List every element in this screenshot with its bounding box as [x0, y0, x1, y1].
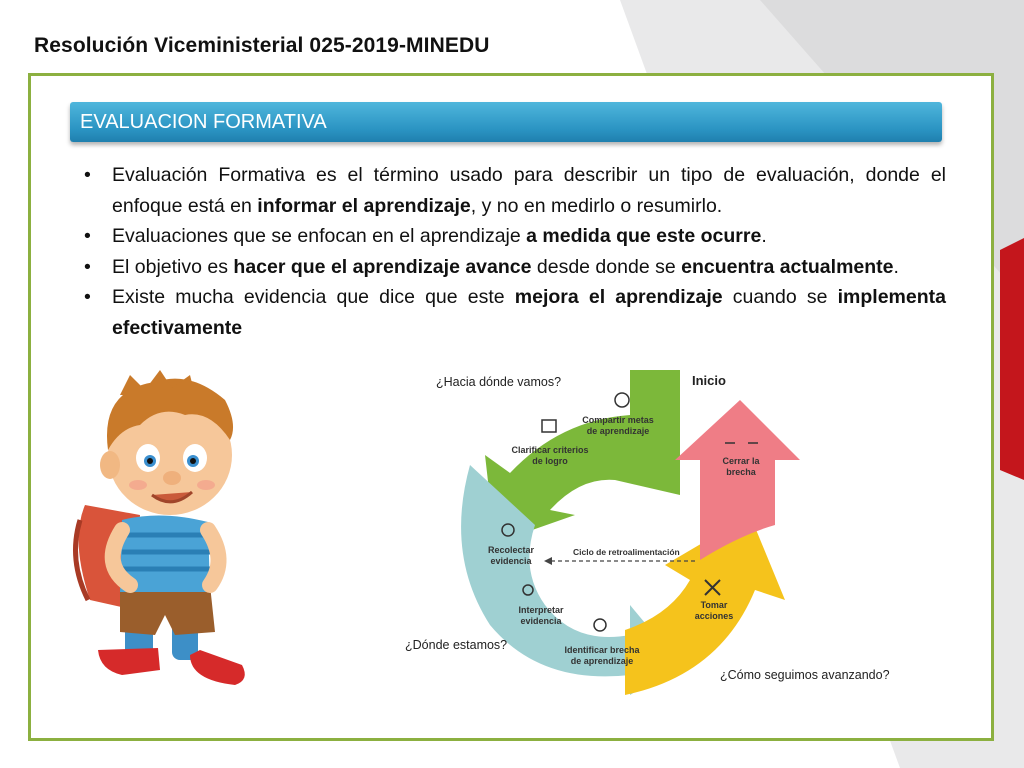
location-pin-icon: [594, 619, 606, 631]
bullet-item: • Existe mucha evidencia que dice que este mejora el aprendizaje cuando se implementa efectivamente: [84, 286, 946, 339]
schoolboy-illustration: [60, 370, 260, 700]
bullet-emphasis: mejora el aprendizaje: [514, 286, 723, 308]
bullet-text: .: [761, 225, 767, 247]
pink-arrow: [675, 400, 800, 560]
bullet-text: Evaluaciones que se enfocan en el aprendizaje: [112, 225, 527, 247]
stage-recolectar: Recolectar evidencia: [487, 545, 535, 566]
stage-cerrar: Cerrar la brecha: [722, 456, 760, 477]
stage-tomar: Tomar acciones: [694, 600, 734, 621]
bullet-emphasis: encuentra actualmente: [681, 255, 894, 278]
red-side-tab: [1000, 238, 1024, 480]
feedback-cycle-label: Ciclo de retroalimentación: [573, 547, 680, 557]
bullet-emphasis: implementa efectivamente: [112, 286, 946, 339]
section-title: EVALUACION FORMATIVA: [80, 111, 327, 133]
bullet-text: Existe mucha evidencia que dice que este: [112, 286, 515, 308]
bullet-emphasis: hacer que el aprendizaje avance: [233, 255, 532, 278]
bullet-emphasis: a medida que este ocurre: [526, 225, 762, 247]
bullet-item: • Evaluación Formativa es el término usado para describir un tipo de evaluación, donde el enfoque está en informar el aprendizaje, y no en medirlo o resumirlo.: [84, 164, 946, 217]
stage-identificar: Identificar brecha de aprendizaje: [564, 645, 640, 666]
bullet-item: • Evaluaciones que se enfocan en el aprendizaje a medida que este ocurre.: [84, 225, 767, 247]
bullet-text: El objetivo es: [112, 255, 234, 278]
bullet-text: .: [893, 255, 899, 278]
stage-interpretar: Interpretar evidencia: [518, 605, 564, 626]
bullet-text: cuando se: [722, 286, 838, 308]
bullet-item: • El objetivo es hacer que el aprendizaje avance desde donde se encuentra actualmente.: [84, 255, 899, 278]
bullet-emphasis: informar el aprendizaje: [257, 194, 471, 217]
diagram-question-top: ¿Hacia dónde vamos?: [436, 375, 562, 389]
diagram-inicio-label: Inicio: [692, 373, 726, 388]
bullet-list: [84, 160, 946, 343]
target-icon: [615, 393, 629, 407]
stage-clarificar: Clarificar criterios de logro: [511, 445, 589, 466]
bullet-text: Evaluación Formativa es el término usado para describir un tipo de evaluación, donde el enfoque está en: [112, 164, 946, 217]
stage-compartir: Compartir metas de aprendizaje: [582, 415, 654, 436]
diagram-question-bottom-left: ¿Dónde estamos?: [405, 638, 508, 652]
page-title: Resolución Viceministerial 025-2019-MINEDU: [34, 34, 490, 57]
checklist-icon: [542, 420, 556, 432]
diagram-question-bottom-right: ¿Cómo seguimos avanzando?: [720, 668, 890, 682]
bullet-text: , y no en medirlo o resumirlo.: [470, 194, 723, 217]
bullet-text: desde donde se: [531, 255, 682, 278]
section-header-bar: [70, 102, 942, 142]
